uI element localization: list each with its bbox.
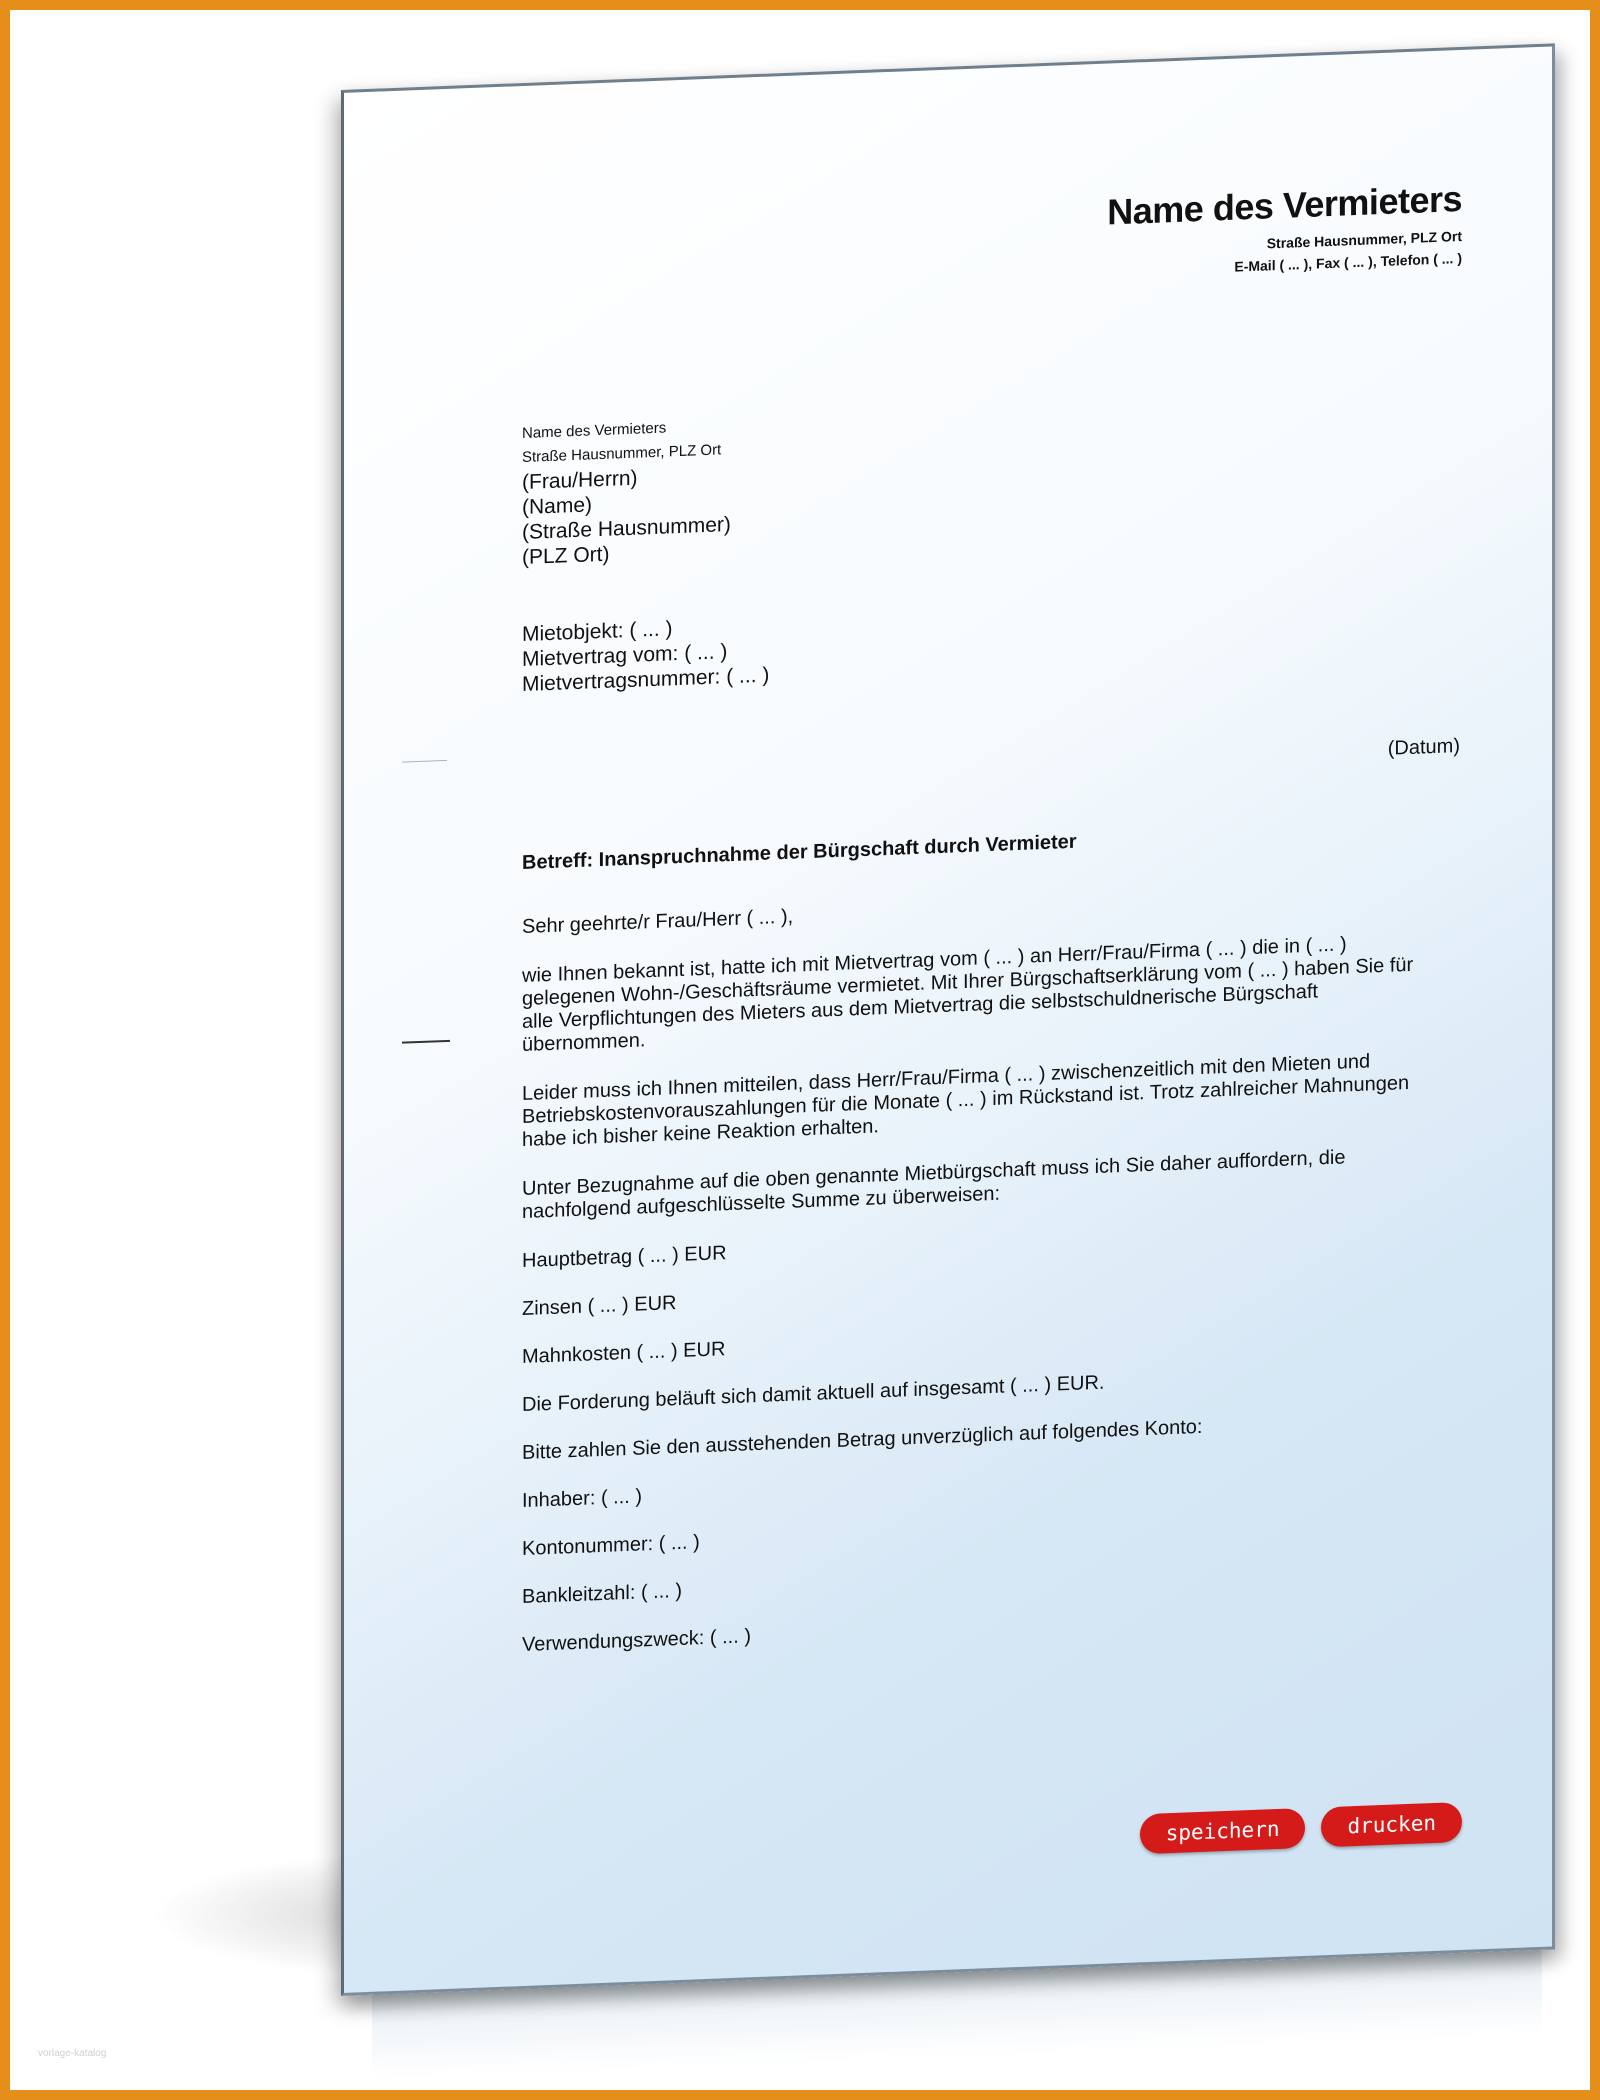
account-line: Kontonummer: ( ... )	[522, 1531, 700, 1561]
watermark: vorlage-katalog	[38, 2048, 107, 2059]
payment-request: Bitte zahlen Sie den ausstehenden Betrag unverzüglich auf folgendes Konto:	[522, 1415, 1203, 1465]
account-line: Bankleitzahl: ( ... )	[522, 1579, 683, 1609]
fold-mark	[402, 760, 447, 763]
letterhead-contact: E-Mail ( ... ), Fax ( ... ), Telefon ( ... )	[1234, 249, 1462, 275]
amount-line: Mahnkosten ( ... ) EUR	[522, 1338, 726, 1369]
account-line: Verwendungszweck: ( ... )	[522, 1625, 751, 1657]
reference-block	[522, 613, 769, 698]
body-paragraph: Leider muss ich Ihnen mitteilen, dass Herr/Frau/Firma ( ... ) zwischenzeitlich mit den Mieten und Betriebskostenvorauszahlungen für die Monate ( ... ) im Rückstand ist. Trotz zahlreicher Mahnungen habe ich bisher keine Reaktion erhalten.	[522, 1050, 1410, 1152]
account-line: Inhaber: ( ... )	[522, 1485, 643, 1513]
letterhead	[1107, 178, 1462, 280]
action-buttons	[1140, 1802, 1462, 1854]
letter-date: (Datum)	[1387, 735, 1460, 760]
letter-subject: Betreff: Inanspruchnahme der Bürgschaft durch Vermieter	[522, 830, 1077, 875]
punch-mark	[402, 1040, 450, 1044]
reference-line: Mietvertragsnummer: ( ... )	[522, 663, 770, 697]
letter-page	[341, 43, 1555, 1996]
return-address	[522, 414, 721, 470]
reference-line: Mietobjekt: ( ... )	[522, 617, 673, 647]
recipient-address	[522, 462, 731, 570]
recipient-line: (Straße Hausnummer)	[522, 513, 731, 545]
return-address-street: Straße Hausnummer, PLZ Ort	[522, 441, 722, 467]
recipient-line: (Frau/Herrn)	[522, 466, 638, 495]
letter-body	[522, 881, 1432, 1682]
letterhead-name: Name des Vermieters	[1107, 177, 1462, 233]
total-line: Die Forderung beläuft sich damit aktuell auf insgesamt ( ... ) EUR.	[522, 1371, 1105, 1417]
amount-line: Zinsen ( ... ) EUR	[522, 1292, 677, 1321]
print-button[interactable]: drucken	[1321, 1802, 1462, 1847]
salutation: Sehr geehrte/r Frau/Herr ( ... ),	[522, 905, 794, 939]
body-paragraph: Unter Bezugnahme auf die oben genannte Mietbürgschaft muss ich Sie daher auffordern, die nachfolgend aufgeschlüsselte Summe zu überweisen:	[522, 1146, 1346, 1224]
return-address-name: Name des Vermieters	[522, 419, 667, 443]
letterhead-address: Straße Hausnummer, PLZ Ort	[1266, 227, 1462, 252]
recipient-line: (PLZ Ort)	[522, 542, 610, 570]
body-paragraph: wie Ihnen bekannt ist, hatte ich mit Mietvertrag vom ( ... ) an Herr/Frau/Firma ( ... ) die in ( ... ) gelegenen Wohn-/Geschäftsräume vermietet. Mit Ihrer Bürgschaftserklärung vom ( ... ) haben Sie für alle Verpflichtungen des Mieters aus dem Mietvertrag die selbstschuldnerische Bürgschaft übernommen.	[522, 933, 1414, 1057]
amount-line: Hauptbetrag ( ... ) EUR	[522, 1242, 727, 1273]
save-button[interactable]: speichern	[1140, 1808, 1306, 1854]
reference-line: Mietvertrag vom: ( ... )	[522, 640, 728, 672]
recipient-line: (Name)	[522, 493, 593, 520]
